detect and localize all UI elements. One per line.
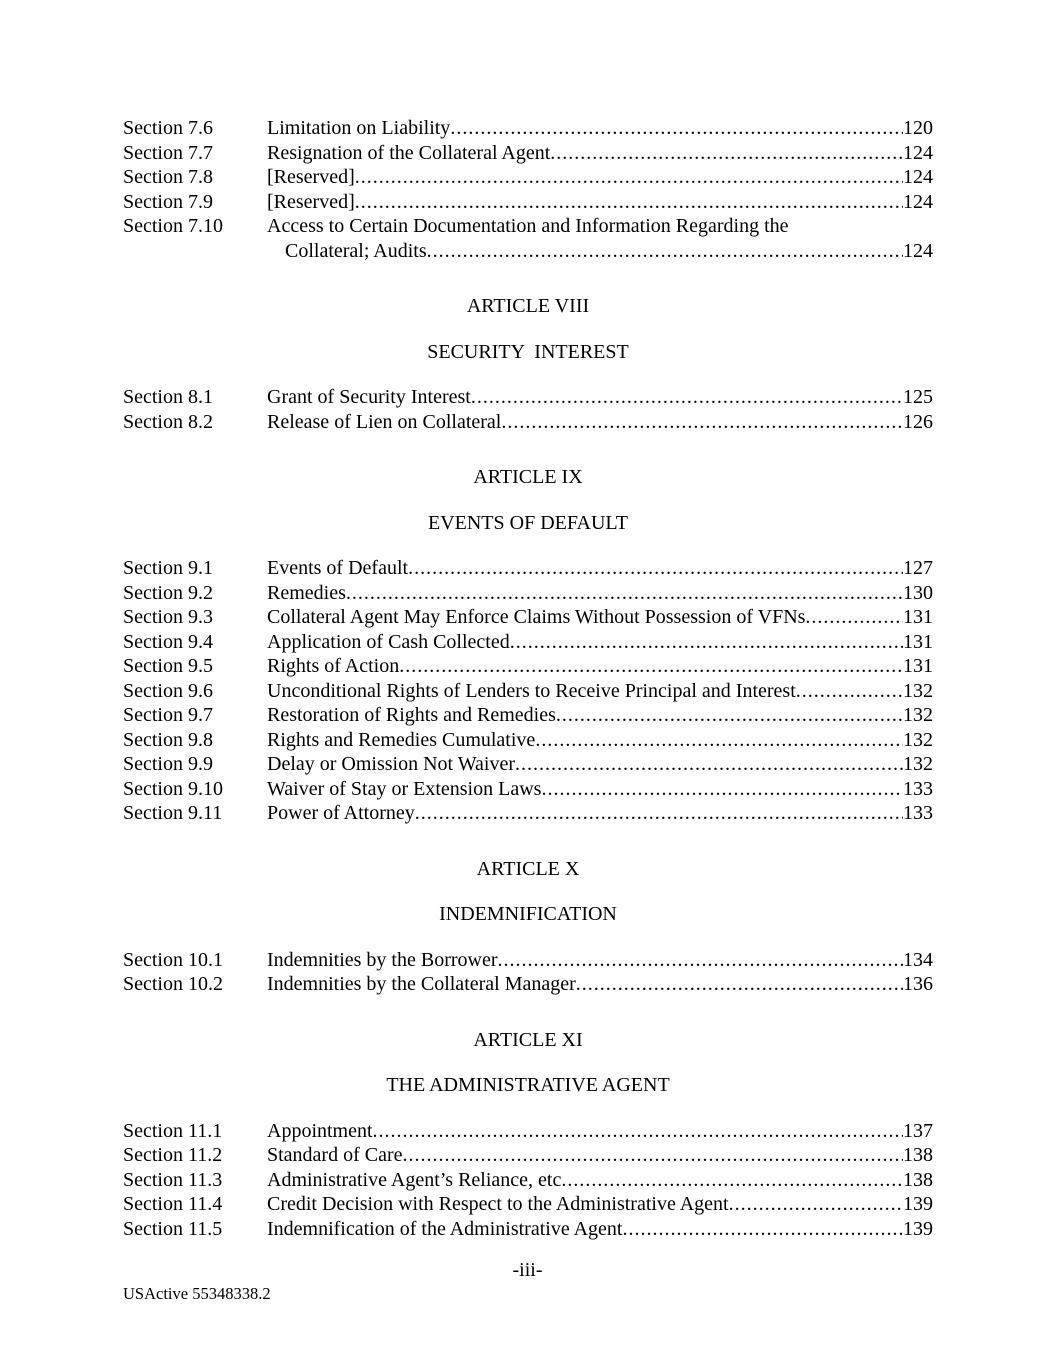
section-number: Section 7.6 xyxy=(123,117,213,139)
page-reference: 132 xyxy=(903,679,933,702)
section-title: Grant of Security Interest xyxy=(267,386,471,408)
dot-leader xyxy=(576,972,903,997)
dot-leader xyxy=(471,385,903,410)
toc-entry xyxy=(123,801,933,826)
section-title: [Reserved] xyxy=(267,166,355,188)
page-reference: 138 xyxy=(903,1144,933,1166)
section-number: Section 9.10 xyxy=(123,777,223,800)
section-number: Section 11.4 xyxy=(123,1193,223,1215)
toc-entry xyxy=(123,630,933,655)
dot-leader xyxy=(535,728,903,753)
toc-entry xyxy=(123,141,933,166)
page-reference: 120 xyxy=(903,117,933,139)
dot-leader xyxy=(561,1168,903,1193)
section-title: Restoration of Rights and Remedies xyxy=(267,704,556,726)
page-reference: 127 xyxy=(903,557,933,579)
toc-entry xyxy=(123,1217,933,1242)
section-number: Section 11.3 xyxy=(123,1168,223,1191)
article-group-viii xyxy=(123,294,933,434)
section-title: Delay or Omission Not Waiver xyxy=(267,753,515,775)
toc-entry xyxy=(123,948,933,973)
article-entries xyxy=(123,385,933,434)
toc-entry xyxy=(123,556,933,581)
toc-entry xyxy=(123,1143,933,1168)
section-number: Section 10.2 xyxy=(123,973,223,995)
section-title: Rights and Remedies Cumulative xyxy=(267,728,536,751)
dot-leader xyxy=(622,1217,903,1242)
toc-entry xyxy=(123,1119,933,1144)
article-heading: ARTICLE IX xyxy=(473,466,583,488)
toc-entry xyxy=(123,752,933,777)
section-number: Section 9.11 xyxy=(123,802,223,824)
dot-leader xyxy=(550,141,903,166)
toc-entry xyxy=(123,410,933,435)
section-title: Administrative Agent’s Reliance, etc xyxy=(267,1168,562,1191)
page-reference: 133 xyxy=(903,802,933,824)
toc-entry xyxy=(123,703,933,728)
dot-leader xyxy=(796,679,903,704)
toc-entry xyxy=(123,605,933,630)
page-reference: 124 xyxy=(903,166,933,188)
dot-leader xyxy=(346,581,903,606)
article-subtitle: INDEMNIFICATION xyxy=(439,903,617,925)
article-subtitle: SECURITY INTEREST xyxy=(427,340,629,363)
page-reference: 138 xyxy=(903,1168,933,1191)
page-reference: 133 xyxy=(903,777,933,800)
dot-leader xyxy=(498,948,904,973)
dot-leader xyxy=(541,777,903,802)
section-title: Credit Decision with Respect to the Administrative Agent xyxy=(267,1193,729,1215)
dot-leader xyxy=(355,165,903,190)
article-entries xyxy=(123,1119,933,1242)
section-number: Section 9.8 xyxy=(123,728,213,751)
toc-entry xyxy=(123,679,933,704)
section-number: Section 7.10 xyxy=(123,215,223,237)
toc-entry xyxy=(123,728,933,753)
toc-entry xyxy=(123,116,933,141)
page-reference: 136 xyxy=(903,973,933,995)
page-reference: 131 xyxy=(903,630,933,653)
section-number: Section 9.5 xyxy=(123,655,213,677)
page-reference: 139 xyxy=(903,1193,933,1215)
toc-entry xyxy=(123,385,933,410)
dot-leader xyxy=(355,190,903,215)
page-reference: 131 xyxy=(903,606,933,628)
section-number: Section 11.5 xyxy=(123,1217,223,1240)
section-title: Remedies xyxy=(267,581,346,604)
section-number: Section 11.1 xyxy=(123,1119,223,1142)
article-group-ix xyxy=(123,465,933,826)
section-title: [Reserved] xyxy=(267,190,355,213)
toc-entry xyxy=(123,654,933,679)
section-title: Indemnities by the Collateral Manager xyxy=(267,973,576,995)
dot-leader xyxy=(501,410,903,435)
page-reference: 132 xyxy=(903,704,933,726)
article-entries xyxy=(123,948,933,997)
page-reference: 134 xyxy=(903,948,933,971)
document-id: USActive 55348338.2 xyxy=(123,1284,271,1303)
section-title: Collateral Agent May Enforce Claims Without Possession of VFNs xyxy=(267,606,806,628)
section-title: Resignation of the Collateral Agent xyxy=(267,141,551,164)
section-title-continued: Collateral; Audits xyxy=(285,239,427,262)
article-subtitle: EVENTS OF DEFAULT xyxy=(427,511,628,534)
section-number: Section 8.2 xyxy=(123,410,213,433)
article-group-xi xyxy=(123,1028,933,1242)
toc-entry xyxy=(123,1192,933,1217)
toc-content xyxy=(123,116,933,1241)
page-reference: 124 xyxy=(903,141,933,164)
toc-entry xyxy=(123,190,933,215)
page-reference: 137 xyxy=(903,1119,933,1142)
page-reference: 126 xyxy=(903,410,933,433)
section-title: Waiver of Stay or Extension Laws xyxy=(267,777,542,800)
section-number: Section 9.3 xyxy=(123,606,213,628)
section-number: Section 7.7 xyxy=(123,141,213,164)
section-title: Rights of Action xyxy=(267,655,400,677)
section-title: Standard of Care xyxy=(267,1144,403,1166)
toc-entry xyxy=(123,972,933,997)
article-heading: ARTICLE XI xyxy=(473,1028,583,1051)
page-reference: 125 xyxy=(903,386,933,408)
dot-leader xyxy=(408,556,903,581)
dot-leader xyxy=(403,1143,903,1168)
dot-leader xyxy=(450,116,903,141)
section-title: Events of Default xyxy=(267,557,409,579)
section-title: Release of Lien on Collateral xyxy=(267,410,502,433)
section-title: Access to Certain Documentation and Information Regarding the xyxy=(267,215,789,237)
section-number: Section 9.1 xyxy=(123,557,213,579)
toc-entry xyxy=(123,777,933,802)
section-title: Application of Cash Collected xyxy=(267,630,510,653)
dot-leader xyxy=(427,239,903,264)
section-title: Appointment xyxy=(267,1119,373,1142)
section-number: Section 9.9 xyxy=(123,753,213,775)
toc-entry xyxy=(123,214,933,239)
section-number: Section 9.2 xyxy=(123,581,213,604)
page-number: -iii- xyxy=(512,1259,543,1281)
section-number: Section 9.7 xyxy=(123,704,213,726)
page-reference: 139 xyxy=(903,1217,933,1240)
page-reference: 132 xyxy=(903,753,933,775)
page-reference: 130 xyxy=(903,581,933,604)
toc-entry xyxy=(123,165,933,190)
dot-leader xyxy=(373,1119,903,1144)
section-number: Section 7.8 xyxy=(123,166,213,188)
article-entries xyxy=(123,556,933,826)
section-title: Limitation on Liability xyxy=(267,117,451,139)
dot-leader xyxy=(399,654,903,679)
toc-entry xyxy=(123,581,933,606)
toc-entry-wrapped-line xyxy=(123,239,933,264)
article-heading: ARTICLE X xyxy=(476,857,580,880)
toc-entry xyxy=(123,1168,933,1193)
dot-leader xyxy=(805,605,903,630)
dot-leader xyxy=(515,752,903,777)
page-reference: 132 xyxy=(903,728,933,751)
section-number: Section 10.1 xyxy=(123,948,223,971)
section-title: Indemnities by the Borrower xyxy=(267,948,498,971)
toc-continuation-article-vii xyxy=(123,116,933,263)
dot-leader xyxy=(556,703,903,728)
article-group-x xyxy=(123,857,933,997)
section-number: Section 7.9 xyxy=(123,190,213,213)
page-reference: 131 xyxy=(903,655,933,677)
section-title: Indemnification of the Administrative Agent xyxy=(267,1217,623,1240)
section-number: Section 8.1 xyxy=(123,386,213,408)
section-number: Section 9.6 xyxy=(123,679,213,702)
article-subtitle: THE ADMINISTRATIVE AGENT xyxy=(386,1074,670,1096)
page-reference: 124 xyxy=(903,239,933,262)
dot-leader xyxy=(510,630,903,655)
section-title: Power of Attorney xyxy=(267,802,415,824)
section-number: Section 9.4 xyxy=(123,630,213,653)
article-heading: ARTICLE VIII xyxy=(466,295,590,317)
section-title: Unconditional Rights of Lenders to Receive Principal and Interest xyxy=(267,679,796,702)
page-reference: 124 xyxy=(903,190,933,213)
dot-leader xyxy=(729,1192,903,1217)
section-number: Section 11.2 xyxy=(123,1144,223,1166)
dot-leader xyxy=(415,801,903,826)
